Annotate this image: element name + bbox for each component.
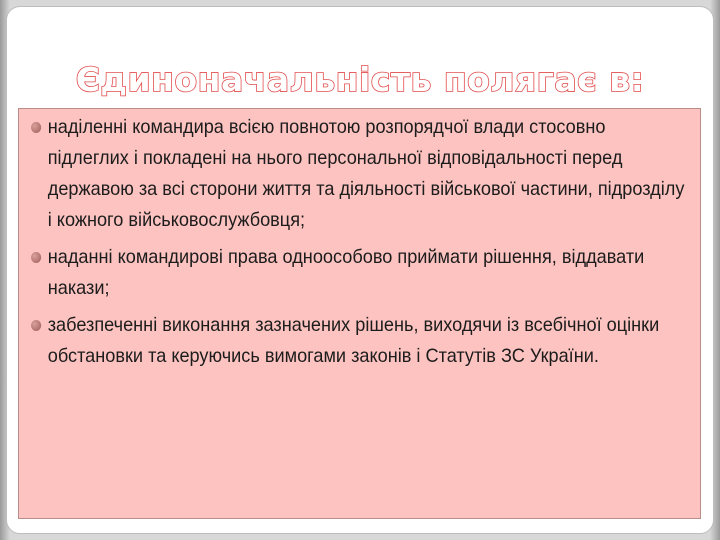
bullet-text: забезпеченні виконання зазначених рішень, виходячи із всебічної оцінки обстановки та керуючись вимогами законів і Статутів ЗС України. <box>47 314 660 367</box>
bullet-item <box>31 242 688 304</box>
bullet-dot-icon <box>31 320 41 331</box>
bullet-item <box>31 112 688 236</box>
content-box <box>18 108 701 519</box>
bullet-text: наділенні командира всією повнотою розпорядчої влади стосовно підлеглих і покладені на нього персональної відповідальності перед державою за всі сторони життя та діяльності військової частини, підрозділу і кожного військовослужбовця; <box>47 116 685 231</box>
bullet-item <box>31 310 688 372</box>
bullet-dot-icon <box>31 252 41 263</box>
bullet-dot-icon <box>31 122 41 133</box>
bullet-text: наданні командирові права одноособово приймати рішення, віддавати накази; <box>47 246 645 299</box>
slide-title: Єдиноначальність полягає в: <box>75 60 645 99</box>
bullet-list <box>31 112 685 372</box>
